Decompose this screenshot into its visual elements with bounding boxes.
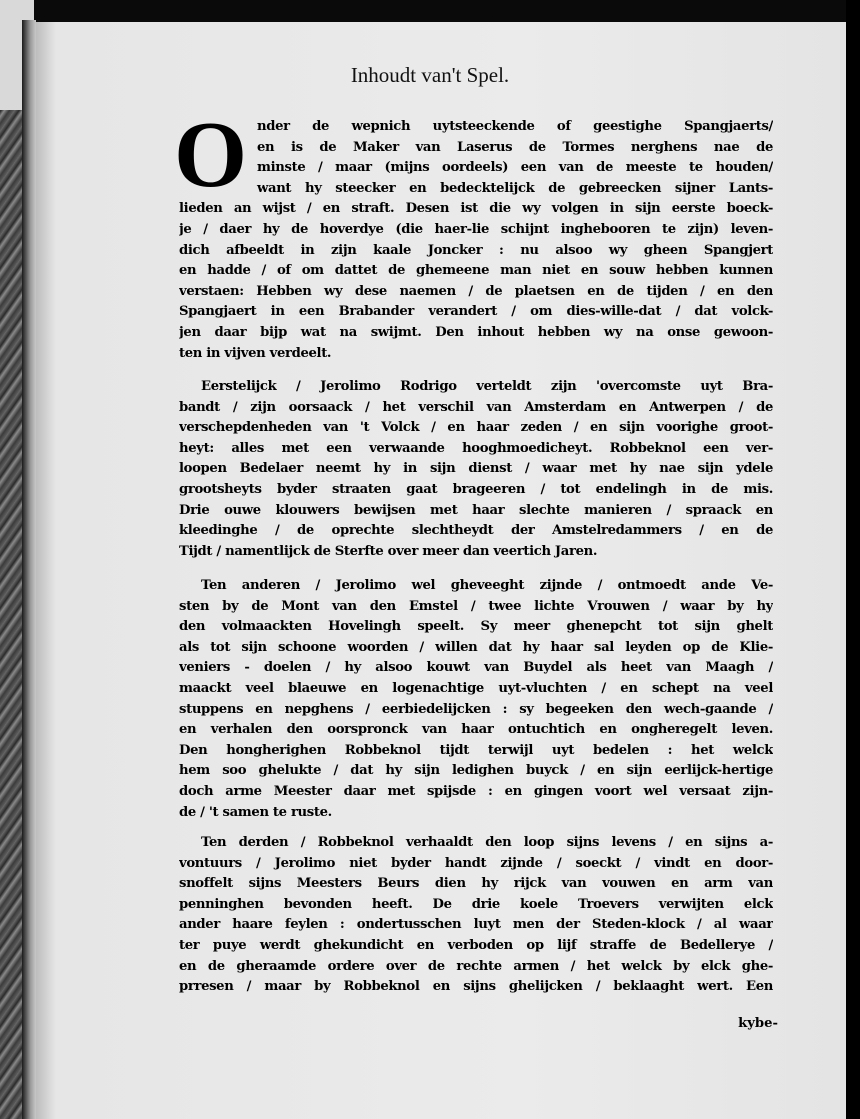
text-line: bandt / zijn oorsaack / het verschil van Amsterdam en Antwerpen / de [179,399,773,415]
drop-cap: O [174,103,248,207]
text-line: want hy steecker en bedecktelijck de gebreecken sijner Lants- [257,180,773,196]
text-line: Spangjaert in een Brabander verandert / om dies-wille-dat / dat volck- [179,304,773,320]
text-line: sten by de Mont van den Emstel / twee lichte Vrouwen / waar by hy [179,598,773,614]
text-line: nder de wepnich uytsteeckende of geestighe Spangjaerts/ [257,119,773,134]
text-line: en hadde / of om dattet de ghemeene man niet en souw hebben kunnen [179,263,773,279]
text-line: en verhalen den oorspronck van haar ontuchtich en ongheregelt leven. [179,722,773,738]
text-line: en is de Maker van Laserus de Tormes nerghens nae de [257,139,773,155]
text-line: hem soo ghelukte / dat hy sijn ledighen buyck / en sijn eerlijck-hertige [179,763,773,779]
text-line: kleedinghe / de oprechte slechtheydt der Amstelredammers / en de [179,523,773,539]
text-line: ten in vijven verdeelt. [179,345,332,361]
text-line: Eerstelijck / Jerolimo Rodrigo verteldt zijn 'overcomste uyt Bra- [201,379,773,394]
text-line: Tijdt / namentlijck de Sterfte over meer dan veertich Jaren. [179,543,598,559]
text-line: ander haare feylen : ondertusschen luyt men der Steden-klock / al waar [179,917,773,933]
text-line: en de gheraamde ordere over de rechte armen / het welck by elck ghe- [179,958,773,974]
text-line: ter puye werdt ghekundicht en verboden op lijf straffe de Bedellerye / [179,937,773,953]
text-line: loopen Bedelaer neemt hy in sijn dienst / waar met hy nae sijn ydele [179,461,773,477]
page-title: Inhoudt van't Spel. [350,63,510,87]
text-line: de / 't samen te ruste. [179,804,332,820]
text-line: vontuurs / Jerolimo niet byder handt zijnde / soeckt / vindt en door- [179,855,773,871]
catchword: kybe- [738,1016,778,1031]
book-gutter [22,20,36,1119]
paragraph-2 [179,377,773,562]
text-line: den volmaackten Hovelingh speelt. Sy meer ghenepcht tot sijn ghelt [179,619,773,635]
text-line: veniers - doelen / hy alsoo kouwt van Buydel als heet van Maagh / [179,660,773,676]
text-line: minste / maar (mijns oordeels) een van de meeste te houden/ [257,160,773,176]
text-line: doch arme Meester daar met spijsde : en gingen voort wel versaat zijn- [179,783,773,799]
page-edge [846,0,860,1119]
text-line: prresen / maar by Robbeknol en sijns ghelijcken / beklaaght wert. Een [179,979,773,995]
text-line: Ten derden / Robbeknol verhaaldt den loop sijns levens / en sijns a- [201,835,773,850]
text-line: lieden an wijst / en straft. Desen ist die wy volgen in sijn eerste boeck- [179,201,773,217]
text-line: penninghen bevonden heeft. De drie koele Troevers verwijten elck [179,896,773,912]
text-line: Ten anderen / Jerolimo wel gheveeght zijnde / ontmoedt ande Ve- [201,578,773,593]
text-line: stuppens en nepghens / eerbiedelijcken : sy begeeken den wech-gaande / [179,701,773,717]
text-line: als tot sijn schoone woorden / willen dat hy haar sal leyden op de Klie- [179,639,773,655]
paragraph-1 [179,117,773,364]
text-line: jen daar bijp wat na swijmt. Den inhout hebben wy na onse gewoon- [179,324,773,340]
text-line: heyt: alles met een verwaande hooghmoedicheyt. Robbeknol een ver- [179,440,773,456]
text-line: grootsheyts byder straaten gaat brageeren / tot endelingh in de mis. [179,481,773,497]
text-line: dich afbeeldt in zijn kaale Joncker : nu alsoo wy gheen Spangjert [179,242,773,258]
text-line: je / daer hy de hoverdye (die haer-lie schijnt inghebooren te zijn) leven- [179,221,773,237]
text-line: snoffelt sijns Meesters Beurs dien hy rijck van vouwen en arm van [179,876,773,892]
text-line: verschepdenheden van 't Volck / en haar zeden / en sijn voorighe groot- [179,420,773,436]
text-line: verstaen: Hebben wy dese naemen / de plaetsen en de tijden / en den [179,283,773,299]
paragraph-3 [179,576,773,823]
text-line: Den hongherighen Robbeknol tijdt terwijl uyt bedelen : het welck [179,742,773,758]
text-line: Drie ouwe klouwers bewijsen met haar slechte manieren / spraack en [179,502,773,518]
paragraph-4 [179,833,773,998]
text-line: maackt veel blaeuwe en logenachtige uyt-vluchten / en schept na veel [179,680,773,696]
